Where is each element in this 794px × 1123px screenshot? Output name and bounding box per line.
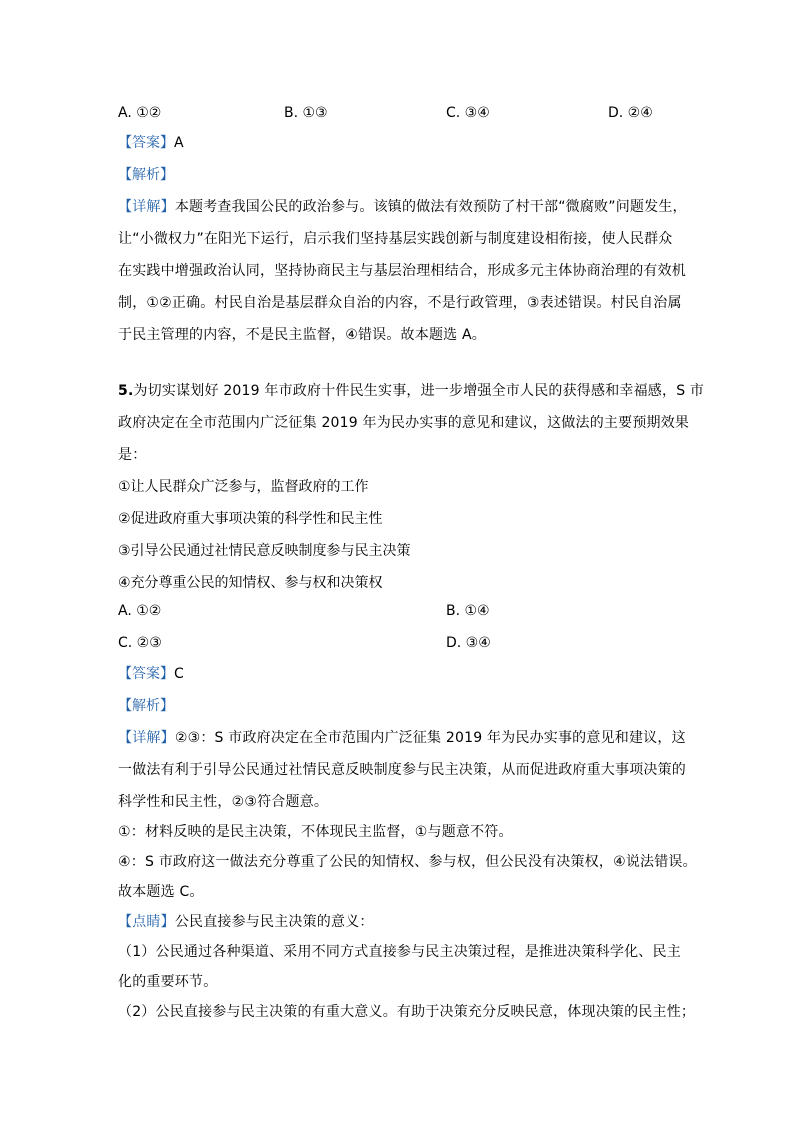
q4-option-c: C. ③④ xyxy=(446,105,490,121)
q5-stem-line-2: 政府决定在全市范围内广泛征集 2019 年为民办实事的意见和建议，这做法的主要预期效果 xyxy=(118,415,690,431)
q5-keypoint-line-3: （2）公民直接参与民主决策的有重大意义。有助于决策充分反映民意，体现决策的民主性； xyxy=(118,1004,696,1020)
q5-detail-line-6: 故本题选 C。 xyxy=(118,884,204,900)
q4-detail-line-1: 【详解】本题考查我国公民的政治参与。该镇的做法有效预防了村干部“微腐败”问题发生， xyxy=(118,199,687,215)
q4-option-b: B. ①③ xyxy=(284,105,328,121)
q5-keypoint-line-1: （1）公民通过各种渠道、采用不同方式直接参与民主决策过程，是推进决策科学化、民主 xyxy=(118,944,681,960)
q5-option-d: D. ③④ xyxy=(446,635,491,651)
q4-detail-line-5: 于民主管理的内容，不是民主监督，④错误。故本题选 A。 xyxy=(118,327,486,343)
q5-option-b: B. ①④ xyxy=(446,603,490,619)
q5-option-a: A. ①② xyxy=(118,603,162,619)
q5-keypoint-title: 【点睛】公民直接参与民主决策的意义： xyxy=(118,914,374,930)
q5-keypoint-line-2: 化的重要环节。 xyxy=(118,974,218,990)
q5-stem-line-1: 5.为切实谋划好 2019 年市政府十件民生实事，进一步增强全市人民的获得感和幸福感，S 市 xyxy=(118,383,705,399)
q5-statement-4: ④充分尊重公民的知情权、参与权和决策权 xyxy=(118,575,383,591)
q5-statement-2: ②促进政府重大事项决策的科学性和民主性 xyxy=(118,511,383,527)
answer-label: 【答案】 xyxy=(118,135,174,151)
q5-detail-line-3: 科学性和民主性，②③符合题意。 xyxy=(118,794,329,810)
q5-statement-3: ③引导公民通过社情民意反映制度参与民主决策 xyxy=(118,543,411,559)
q5-detail-line-5: ④：S 市政府这一做法充分尊重了公民的知情权、参与权，但公民没有决策权，④说法错误。 xyxy=(118,854,697,870)
q5-detail-line-2: 一做法有利于引导公民通过社情民意反映制度参与民主决策，从而促进政府重大事项决策的 xyxy=(118,762,686,778)
q5-statement-1: ①让人民群众广泛参与，监督政府的工作 xyxy=(118,479,369,495)
q5-answer-value: C xyxy=(174,666,184,682)
q4-option-d: D. ②④ xyxy=(608,105,653,121)
q4-answer-value: A xyxy=(174,135,184,151)
q5-stem-line-3: 是： xyxy=(118,447,147,463)
q4-detail-line-4: 制，①②正确。村民自治是基层群众自治的内容，不是行政管理，③表述错误。村民自治属 xyxy=(118,295,682,311)
q4-analysis-label: 【解析】 xyxy=(118,167,174,183)
q5-option-c: C. ②③ xyxy=(118,635,162,651)
q5-detail-line-4: ①：材料反映的是民主决策，不体现民主监督，①与题意不符。 xyxy=(118,824,513,840)
q4-option-a: A. ①② xyxy=(118,105,162,121)
q4-detail-line-2: 让“小微权力”在阳光下运行，启示我们坚持基层实践创新与制度建设相衔接，使人民群众 xyxy=(118,231,673,247)
q4-detail-line-3: 在实践中增强政治认同，坚持协商民主与基层治理相结合，形成多元主体协商治理的有效机 xyxy=(118,263,686,279)
q4-answer-row xyxy=(118,133,678,153)
q5-detail-line-1: 【详解】②③：S 市政府决定在全市范围内广泛征集 2019 年为民办实事的意见和建议，这 xyxy=(118,730,686,746)
q5-answer-row: 【答案】C xyxy=(118,666,184,682)
q5-analysis-label: 【解析】 xyxy=(118,698,174,714)
